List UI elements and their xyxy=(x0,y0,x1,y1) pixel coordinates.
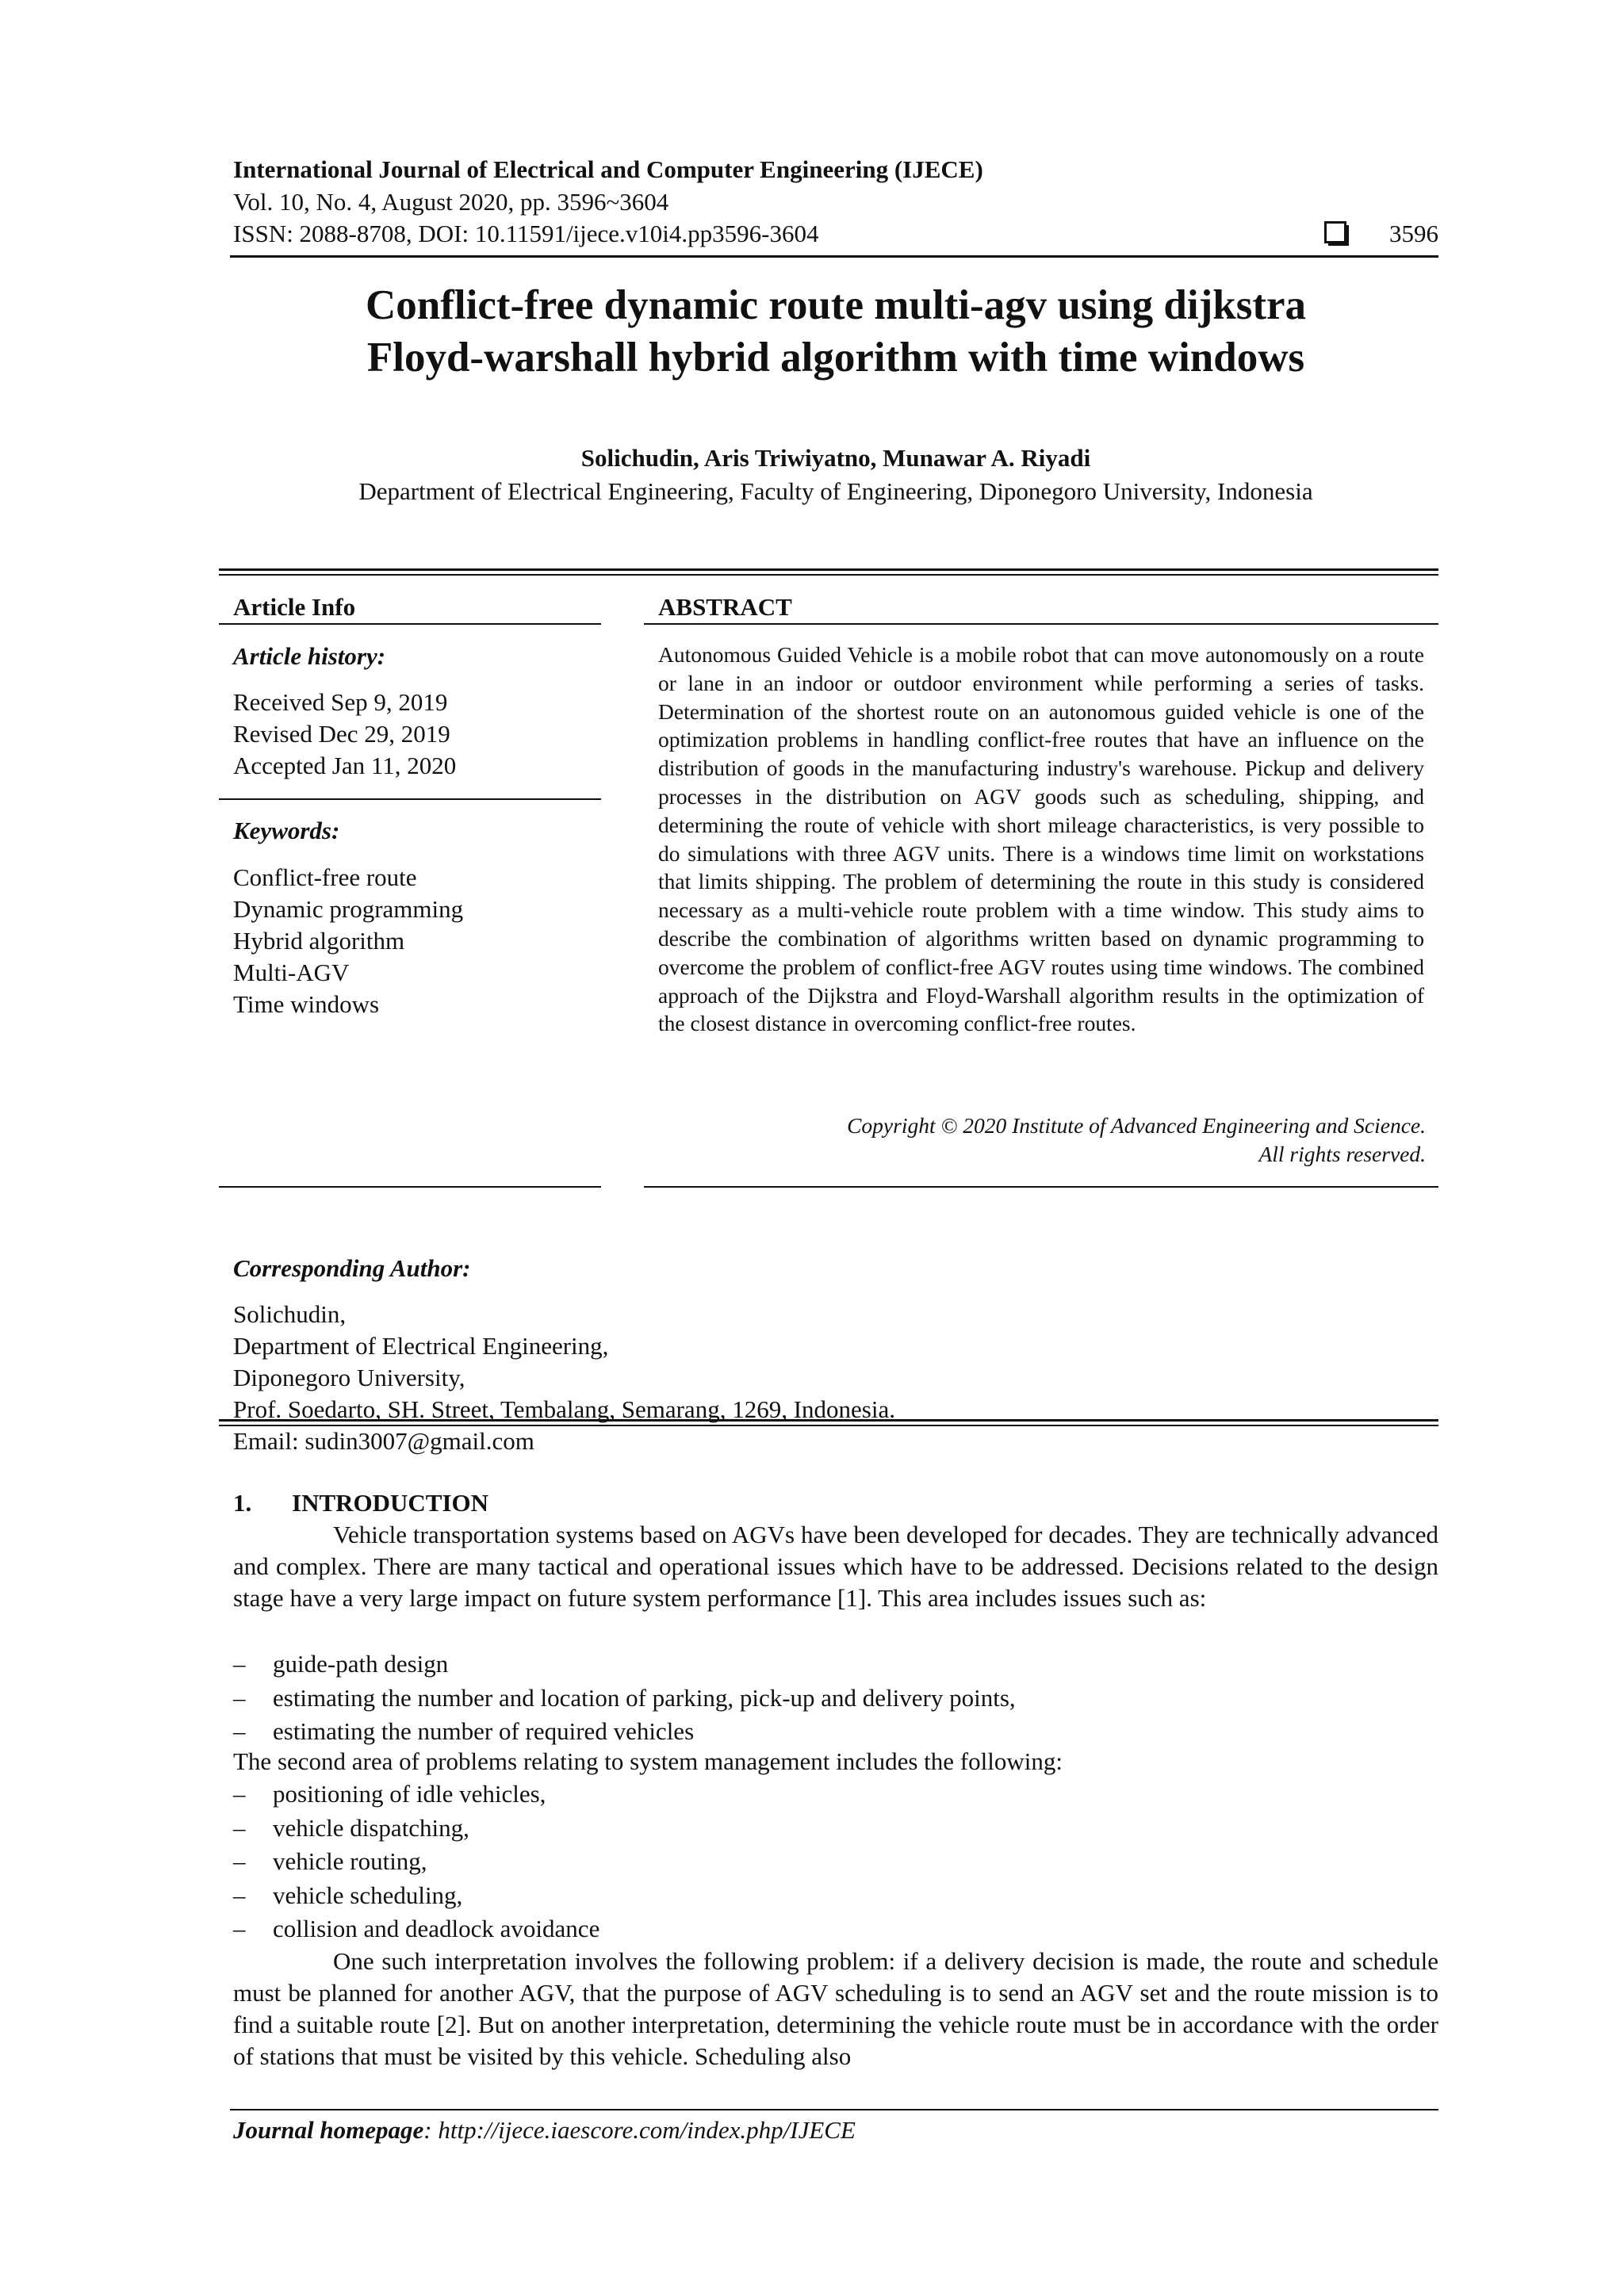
history-accepted: Accepted Jan 11, 2020 xyxy=(233,752,457,779)
copyright-line-2: All rights reserved. xyxy=(1258,1142,1426,1166)
list-item: – estimating the number of required vehicles xyxy=(233,1715,1438,1749)
header-rule xyxy=(230,255,1438,258)
corresponding-email: Email: sudin3007@gmail.com xyxy=(233,1427,534,1455)
intro-paragraph-3 xyxy=(233,1946,1438,2072)
corresponding-university: Diponegoro University, xyxy=(233,1364,465,1391)
corresponding-address: Prof. Soedarto, SH. Street, Tembalang, Semarang, 1269, Indonesia. xyxy=(233,1395,895,1423)
keyword-item: Conflict-free route xyxy=(233,863,417,891)
article-history-list xyxy=(233,687,456,782)
list-item: – vehicle dispatching, xyxy=(233,1812,1438,1846)
intro-paragraph-2: The second area of problems relating to system management includes the following: xyxy=(233,1747,1063,1775)
title-line-1: Conflict-free dynamic route multi-agv using dijkstra xyxy=(365,282,1307,328)
copyright-notice xyxy=(847,1112,1426,1169)
keywords-list xyxy=(233,862,463,1020)
list-item: – estimating the number and location of parking, pick-up and delivery points, xyxy=(233,1682,1438,1716)
info-box-top-rule-inner xyxy=(219,574,1438,576)
keywords-separator-rule xyxy=(219,798,601,800)
footer-rule xyxy=(230,2109,1438,2110)
list-item: – guide-path design xyxy=(233,1647,1438,1682)
corresponding-department: Department of Electrical Engineering, xyxy=(233,1332,609,1360)
abstract-heading-rule xyxy=(644,623,1438,625)
history-revised: Revised Dec 29, 2019 xyxy=(233,720,450,748)
keyword-item: Time windows xyxy=(233,990,380,1018)
page-number: 3596 xyxy=(1389,220,1438,247)
journal-homepage xyxy=(233,2114,856,2146)
history-received: Received Sep 9, 2019 xyxy=(233,688,448,716)
homepage-label: Journal homepage xyxy=(233,2116,424,2144)
info-box-top-rule xyxy=(219,568,1438,571)
section-heading-introduction xyxy=(233,1487,488,1519)
article-history-label: Article history: xyxy=(233,642,386,670)
intro-paragraph-1 xyxy=(233,1519,1438,1614)
abstract-heading: ABSTRACT xyxy=(658,593,792,621)
affiliation: Department of Electrical Engineering, Faculty of Engineering, Diponegoro University, Indonesia xyxy=(358,477,1313,505)
author-list: Solichudin, Aris Triwiyatno, Munawar A. Riyadi xyxy=(580,444,1091,472)
title-line-2: Floyd-warshall hybrid algorithm with time windows xyxy=(366,335,1305,381)
corresponding-author-block xyxy=(233,1253,895,1457)
page-number-block xyxy=(1324,218,1438,250)
homepage-url[interactable]: : http://ijece.iaescore.com/index.php/IJECE xyxy=(423,2116,856,2144)
corresponding-author-label: Corresponding Author: xyxy=(233,1254,471,1282)
article-info-heading-rule xyxy=(219,623,601,625)
article-info-heading: Article Info xyxy=(233,593,356,621)
copyright-line-1: Copyright © 2020 Institute of Advanced Engineering and Science. xyxy=(847,1113,1426,1138)
journal-volume: Vol. 10, No. 4, August 2020, pp. 3596~3604 xyxy=(233,188,669,216)
keyword-item: Dynamic programming xyxy=(233,895,464,923)
section-number: 1. xyxy=(233,1489,252,1517)
right-column-end-rule xyxy=(644,1186,1438,1188)
square-bullet-icon xyxy=(1324,221,1346,243)
intro-paragraph-1-text: Vehicle transportation systems based on AGVs have been developed for decades. They are technically advanced and complex. There are many tactical and operational issues which have to be addressed. Decisions related to the design stage have a very large impact on future system performance [1]. This area includes issues such as: xyxy=(233,1521,1438,1612)
keyword-item: Hybrid algorithm xyxy=(233,927,405,955)
design-issues-list xyxy=(233,1647,1438,1749)
list-item: – collision and deadlock avoidance xyxy=(233,1912,1438,1946)
journal-name: International Journal of Electrical and Computer Engineering (IJECE) xyxy=(233,155,983,183)
journal-issn-doi: ISSN: 2088-8708, DOI: 10.11591/ijece.v10i4.pp3596-3604 xyxy=(233,220,819,247)
list-item: – vehicle routing, xyxy=(233,1845,1438,1879)
list-item: – positioning of idle vehicles, xyxy=(233,1777,1438,1812)
intro-paragraph-3-text: One such interpretation involves the following problem: if a delivery decision is made, the route and schedule must be planned for another AGV, that the purpose of AGV scheduling is to send an AGV set and the route mission is to find a suitable route [2]. But on another interpretation, determining the vehicle route must be in accordance with the order of stations that must be visited by this vehicle. Scheduling also xyxy=(233,1947,1438,2070)
management-issues-list xyxy=(233,1777,1438,1946)
left-column-end-rule xyxy=(219,1186,601,1188)
section-title: INTRODUCTION xyxy=(292,1489,489,1517)
paper-title xyxy=(233,279,1438,384)
list-item: – vehicle scheduling, xyxy=(233,1879,1438,1913)
keywords-label: Keywords: xyxy=(233,817,340,844)
keyword-item: Multi-AGV xyxy=(233,959,350,986)
abstract-body: Autonomous Guided Vehicle is a mobile robot that can move autonomously on a route or lane in an indoor or outdoor environment while performing a series of tasks. Determination of the shortest route on an autonomous guided vehicle is one of the optimization problems in handling conflict-free routes that have an influence on the distribution of goods in the manufacturing industry's warehouse. Pickup and delivery processes in the distribution on AGV goods such as scheduling, shipping, and determining the route of vehicle with short mileage characteristics, is very possible to do simulations with three AGV units. There is a windows time limit on workstations that limits shipping. The problem of determining the route in this study is considered necessary as a multi-vehicle route problem with a time window. This study aims to describe the combination of algorithms written based on dynamic programming to overcome the problem of conflict-free AGV routes using time windows. The combined approach of the Dijkstra and Floyd-Warshall algorithm results in the optimization of the closest distance in overcoming conflict-free routes. xyxy=(658,642,1424,1036)
corresponding-name: Solichudin, xyxy=(233,1300,347,1328)
